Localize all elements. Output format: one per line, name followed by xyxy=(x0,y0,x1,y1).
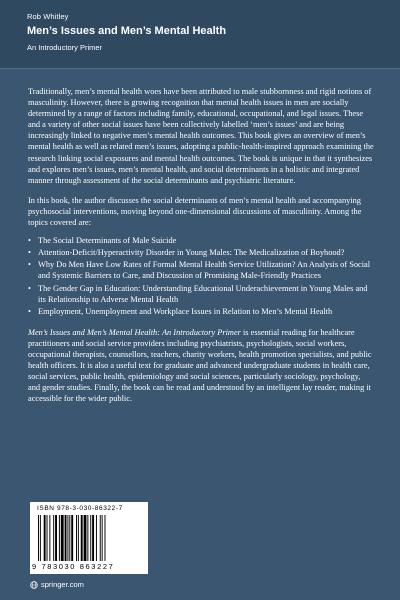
closing-paragraph xyxy=(28,327,374,405)
topics-list xyxy=(28,235,374,317)
header-band xyxy=(0,0,400,69)
closing-text: is essential reading for healthcare practitioners and social service providers including psychiatrists, psychologists, social workers, occupational therapists, counsellors, teachers, charity workers, health promotion specialists, and public health officers. It is also a useful text for graduate and advanced undergraduate students in health care, social services, public health, epidemiology and social sciences, particularly sociology, psychology, and gender studies. Finally, the book can be read and understood by an intelligent lay reader, making it accessible for the wider public. xyxy=(28,327,372,404)
topic-item: • Why Do Men Have Low Rates of Formal Mental Health Service Utilization? An Analysis of Social and Systemic Barriers to Care, and Discussion of Promising Male-Friendly Practices xyxy=(28,259,374,281)
topic-item: • Employment, Unemployment and Workplace Issues in Relation to Men’s Mental Health xyxy=(28,306,374,317)
book-subtitle: An Introductory Primer xyxy=(27,43,103,52)
barcode-digits: 9 783030 863227 xyxy=(32,562,115,571)
topic-item: • Attention-Deficit/Hyperactivity Disorder in Young Males: The Medicalization of Boyhood? xyxy=(28,247,374,258)
book-title: Men’s Issues and Men’s Mental Health xyxy=(27,25,227,37)
globe-icon xyxy=(30,581,38,589)
barcode-label xyxy=(30,502,148,574)
isbn-text: ISBN 978-3-030-86322-7 xyxy=(37,505,123,512)
closing-book-title: Men’s Issues and Men’s Mental Health: An Introductory Primer xyxy=(28,327,241,337)
topic-item: • The Gender Gap in Education: Understanding Educational Underachievement in Young Males and its Relationship to Adverse Mental Health xyxy=(28,283,374,305)
barcode-image xyxy=(37,515,141,561)
topics-intro-paragraph: In this book, the author discusses the social determinants of men’s mental health and accompanying psychosocial interventions, moving beyond one-dimensional discussions of masculinity. Among the topics covered are: xyxy=(28,195,362,228)
author-name: Rob Whitley xyxy=(27,12,69,21)
publisher-url: springer.com xyxy=(41,580,84,589)
topic-item: • The Social Determinants of Male Suicide xyxy=(28,235,374,246)
intro-paragraph: Traditionally, men’s mental health woes have been attributed to male stubbornness and rigid notions of masculinity. However, there is growing recognition that mental health issues in men are socially determined by a range of factors including family, educational, occupational, and legal issues. These and a variety of other social issues have been collectively labelled ‘men’s issues’ and are being increasingly linked to negative men’s mental health outcomes. This book gives an overview of men’s mental health as well as related men’s issues, adopting a public-health-inspired approach examining the research linking social exposures and mental health outcomes. The book is unique in that it synthesizes and explores men’s issues, men’s mental health, and social determinants in a holistic and integrated manner through assessment of the social determinants and psychiatric literature. xyxy=(28,87,374,185)
blurb xyxy=(28,86,374,413)
publisher-link[interactable] xyxy=(30,580,84,589)
